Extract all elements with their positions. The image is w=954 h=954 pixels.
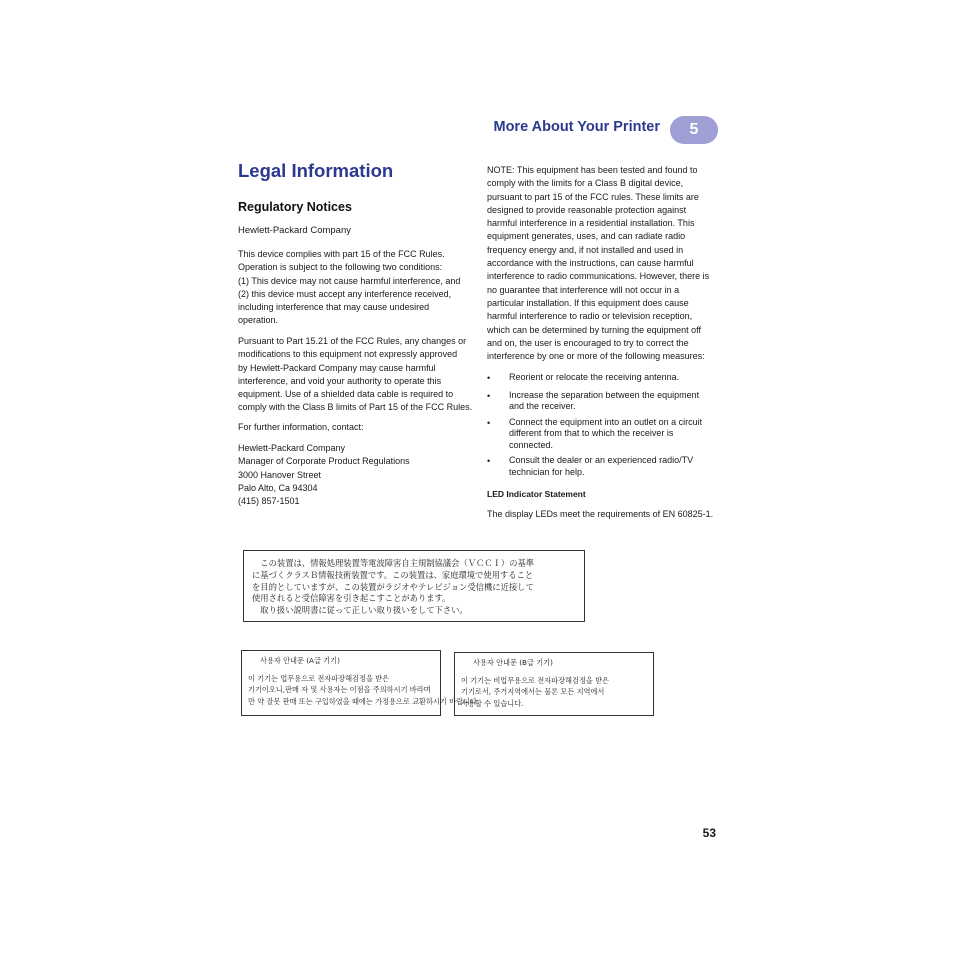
text-line: NOTE: This equipment has been tested and found to xyxy=(487,165,698,175)
korean-class-a-notice xyxy=(241,650,480,716)
text-line: frequency energy and, if not installed and used in xyxy=(487,244,684,255)
list-item-line: different from that to which the receiver is xyxy=(509,428,674,438)
list-item-line: Reorient or relocate the receiving antenna. xyxy=(509,372,680,382)
list-item xyxy=(487,455,722,478)
list-item-line: connected. xyxy=(509,439,554,450)
list-item xyxy=(487,417,722,452)
fcc-note-paragraph xyxy=(487,164,722,363)
measures-list xyxy=(487,372,722,482)
text-line: interference to radio communications. However, there is xyxy=(487,271,710,282)
text-line: equipment generates, uses, and can radiate radio xyxy=(487,231,686,242)
vcci-line: 使用されると受信障害を引き起こすことがあります。 xyxy=(252,593,451,604)
text-line: equipment. Use of a shielded data cable is required to xyxy=(238,389,454,400)
text-line: This device complies with part 15 of the FCC Rules. xyxy=(238,249,445,259)
compliance-paragraph xyxy=(238,248,478,328)
contact-address xyxy=(238,442,478,508)
bullet-icon: • xyxy=(487,456,491,466)
pursuant-paragraph xyxy=(238,335,478,415)
text-line: Operation is subject to the following two conditions: xyxy=(238,262,443,273)
company-name: Hewlett-Packard Company xyxy=(238,225,351,236)
notice-heading: 사용자 안내문 (B급 기기) xyxy=(473,658,553,667)
text-line: including interference that may cause undesired xyxy=(238,302,430,313)
text-line: (2) this device must accept any interference received, xyxy=(238,288,452,299)
vcci-line: この装置は、情報処理装置等電波障害自主規制協議会（ＶＣＣＩ）の基準 xyxy=(252,558,535,568)
address-line: Palo Alto, Ca 94304 xyxy=(238,482,318,493)
list-item-line: Consult the dealer or an experienced radio/TV xyxy=(509,455,694,465)
led-heading: LED Indicator Statement xyxy=(487,489,586,499)
text-line: comply with the Class B limits of Part 15 of the FCC Rules. xyxy=(238,402,473,413)
notice-line: 사용할 수 있습니다. xyxy=(461,698,524,708)
address-line: Hewlett-Packard Company xyxy=(238,443,346,453)
page-number: 53 xyxy=(702,826,716,840)
address-line: Manager of Corporate Product Regulations xyxy=(238,456,410,467)
korean-class-b-notice xyxy=(454,652,654,716)
text-line: and on, the user is encouraged to try to correct the xyxy=(487,337,689,348)
address-line: 3000 Hanover Street xyxy=(238,469,322,480)
list-item-line: Increase the separation between the equipment xyxy=(509,389,700,400)
notice-line: 이 기기는 업무용으로 전자파장해검정을 받은 xyxy=(248,673,390,683)
chapter-number-badge: 5 xyxy=(670,116,718,144)
text-line: which can be determined by turning the equipment off xyxy=(487,324,701,335)
contact-intro: For further information, contact: xyxy=(238,422,364,432)
text-line: accordance with the instructions, can cause harmful xyxy=(487,258,694,269)
list-item xyxy=(487,372,722,384)
bullet-icon: • xyxy=(487,417,491,428)
text-line: harmful interference to radio or television reception, xyxy=(487,311,693,322)
notice-line: 기기로서, 주거지역에서는 물론 모든 지역에서 xyxy=(461,687,605,696)
vcci-line: に基づくクラスＢ情報技術装置です。この装置は、家庭環境で使用すること xyxy=(252,569,534,580)
text-line: modifications to this equipment not expressly approved xyxy=(238,349,458,360)
text-line: interference, and void your authority to operate this xyxy=(238,375,442,386)
address-line: (415) 857-1501 xyxy=(238,496,300,507)
text-line: operation. xyxy=(238,315,279,326)
led-statement: The display LEDs meet the requirements of EN 60825-1. xyxy=(487,509,714,519)
list-item-line: Connect the equipment into an outlet on a circuit xyxy=(509,416,703,427)
text-line: pursuant to part 15 of the FCC rules. These limits are xyxy=(487,191,699,202)
list-item-line: and the receiver. xyxy=(509,401,576,411)
notice-line: 만 약 잘못 판매 또는 구입하였을 때에는 가정용으로 교환하시기 바랍니다. xyxy=(248,696,480,706)
vcci-notice-box xyxy=(243,550,585,622)
text-line: designed to provide reasonable protection against xyxy=(487,204,687,215)
text-line: (1) This device may not cause harmful interference, and xyxy=(238,275,461,286)
vcci-line: 取り扱い説明書に従って正しい取り扱いをして下さい。 xyxy=(252,605,468,616)
list-item-line: technician for help. xyxy=(509,466,585,477)
list-item xyxy=(487,390,722,413)
text-line: Pursuant to Part 15.21 of the FCC Rules, any changes or xyxy=(238,336,467,346)
chapter-title: More About Your Printer xyxy=(493,119,660,135)
bullet-icon: • xyxy=(487,373,491,383)
text-line: particular installation. If this equipment does cause xyxy=(487,297,689,308)
text-line: interference by one or more of the following measures: xyxy=(487,351,705,362)
text-line: no guarantee that interference will not occur in a xyxy=(487,284,680,295)
section-heading: Regulatory Notices xyxy=(238,200,352,214)
text-line: by Hewlett-Packard Company may cause harmful xyxy=(238,362,436,373)
vcci-line: を目的としていますが、この装置がラジオやテレビジョン受信機に近接して xyxy=(252,581,534,592)
notice-line: 이 기기는 비업무용으로 전자파장해검정을 받은 xyxy=(461,675,610,685)
text-line: harmful interference in a residential installation. This xyxy=(487,218,695,229)
notice-line: 기기이오니,판매 자 및 사용자는 이점을 주의하시기 바라며 xyxy=(248,685,431,694)
page-title: Legal Information xyxy=(238,160,394,181)
text-line: comply with the limits for a Class B digital device, xyxy=(487,178,684,189)
bullet-icon: • xyxy=(487,390,491,401)
notice-heading: 사용자 안내문 (A급 기기) xyxy=(260,656,340,665)
